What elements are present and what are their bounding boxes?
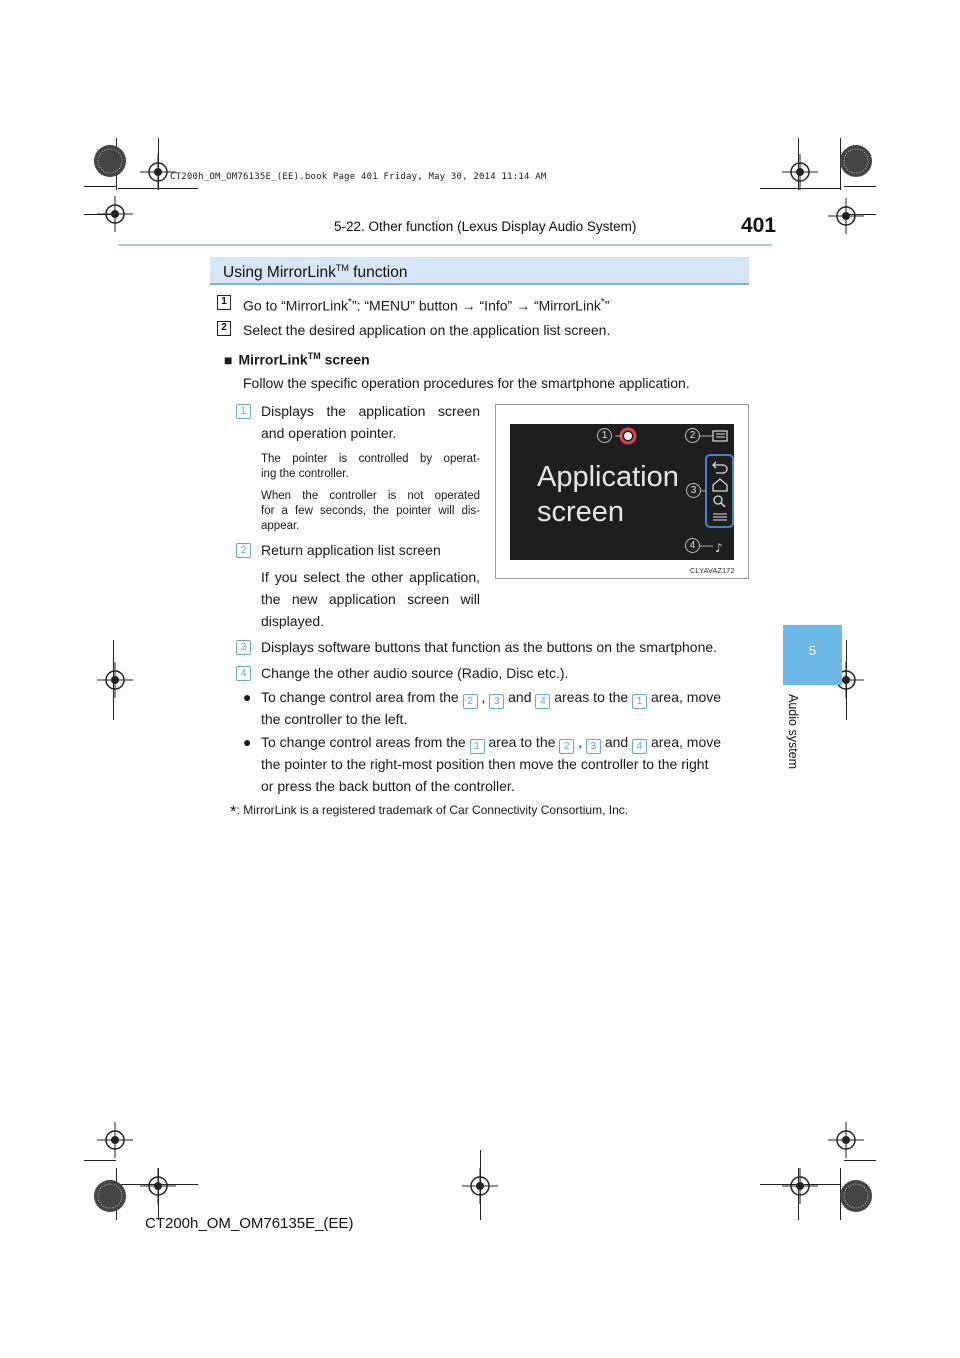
callout-number-3: 3 (236, 640, 251, 655)
step-2-text: Select the desired application on the application list screen. (243, 322, 611, 338)
bullet-2-line1: To change control areas from the 1 area to the 2 , 3 and 4 area, move (261, 734, 722, 752)
item-1-note-1: The pointer is controlled by operat- ing the controller. (261, 453, 480, 480)
registration-mark-icon (92, 143, 128, 179)
registration-mark-icon (782, 1168, 818, 1204)
registration-mark-icon (782, 154, 818, 190)
intro-text: Follow the specific operation procedures for the smartphone application. (243, 375, 690, 391)
subheading: ■ MirrorLink™ screen (224, 351, 370, 368)
item-4-text: Change the other audio source (Radio, Disc etc.). (261, 665, 569, 681)
book-info: CT200h_OM_OM76135E_(EE).book Page 401 Friday, May 30, 2014 11:14 AM (170, 172, 547, 182)
item-1-line2: and operation pointer. (261, 425, 397, 441)
inline-callout-3: 3 (586, 739, 601, 754)
screen-label: Application screen (537, 461, 679, 528)
inline-callout-2: 2 (463, 694, 478, 709)
bullet-dot: ● (243, 689, 252, 705)
callout-number-4: 4 (236, 666, 251, 681)
registration-mark-icon (97, 1122, 133, 1158)
bullet-1-line2: the controller to the left. (261, 711, 408, 727)
bullet-2-line3: or press the back button of the controller. (261, 778, 515, 794)
step-1-text: Go to “MirrorLink*”: “MENU” button → “Info” → “MirrorLink*” (243, 297, 610, 314)
inline-callout-2: 2 (559, 739, 574, 754)
registration-mark-icon (462, 1168, 498, 1204)
footnote: *: MirrorLink is a registered trademark of Car Connectivity Consortium, Inc. (230, 802, 629, 821)
registration-mark-icon (140, 1168, 176, 1204)
item-2-line2: If you select the other application, (261, 569, 480, 585)
inline-callout-3: 3 (489, 694, 504, 709)
footer-code: CT200h_OM_OM76135E_(EE) (145, 1215, 354, 1232)
header-rule (118, 244, 772, 246)
step-badge-1: 1 (217, 295, 231, 310)
registration-mark-icon (97, 662, 133, 698)
registration-mark-icon (828, 1122, 864, 1158)
bullet-2-line2: the pointer to the right-most position then move the controller to the right (261, 756, 709, 772)
figure-callout-1: 1 (597, 428, 612, 443)
registration-mark-icon (838, 1178, 874, 1214)
section-title: 5-22. Other function (Lexus Display Audio System) (334, 219, 637, 234)
figure-callout-4: 4 (685, 538, 700, 553)
bullet-1-line1: To change control area from the 2 , 3 and 4 areas to the 1 area, move (261, 689, 722, 707)
registration-mark-icon (97, 196, 133, 232)
figure-code: CLYAVAZ172 (690, 566, 735, 575)
item-2-line1: Return application list screen (261, 542, 441, 558)
registration-mark-icon (838, 143, 874, 179)
inline-callout-4: 4 (535, 694, 550, 709)
item-3-text: Displays software buttons that function as the buttons on the smartphone. (261, 639, 718, 655)
callout-number-2: 2 (236, 543, 251, 558)
registration-mark-icon (828, 198, 864, 234)
item-2-line3: the new application screen will (261, 591, 480, 607)
item-2-line4: displayed. (261, 613, 325, 629)
step-badge-2: 2 (217, 321, 231, 336)
page-number: 401 (741, 214, 777, 237)
inline-callout-1: 1 (632, 694, 647, 709)
item-1-line1: Displays the application screen (261, 403, 480, 419)
section-heading: Using MirrorLink™ function (223, 263, 408, 282)
svg-text:♪: ♪ (715, 541, 723, 555)
figure-callout-2: 2 (685, 428, 700, 443)
inline-callout-4: 4 (632, 739, 647, 754)
chapter-label: Audio system (786, 694, 800, 770)
inline-callout-1: 1 (470, 739, 485, 754)
chapter-number: 5 (808, 643, 817, 658)
callout-number-1: 1 (236, 404, 251, 419)
bullet-dot: ● (243, 734, 252, 750)
item-1-note-2: When the controller is not operated for a few seconds, the pointer will dis- appear. (261, 490, 480, 532)
registration-mark-icon (92, 1178, 128, 1214)
figure-callout-3: 3 (686, 483, 701, 498)
screen-controls-overlay (596, 425, 736, 561)
